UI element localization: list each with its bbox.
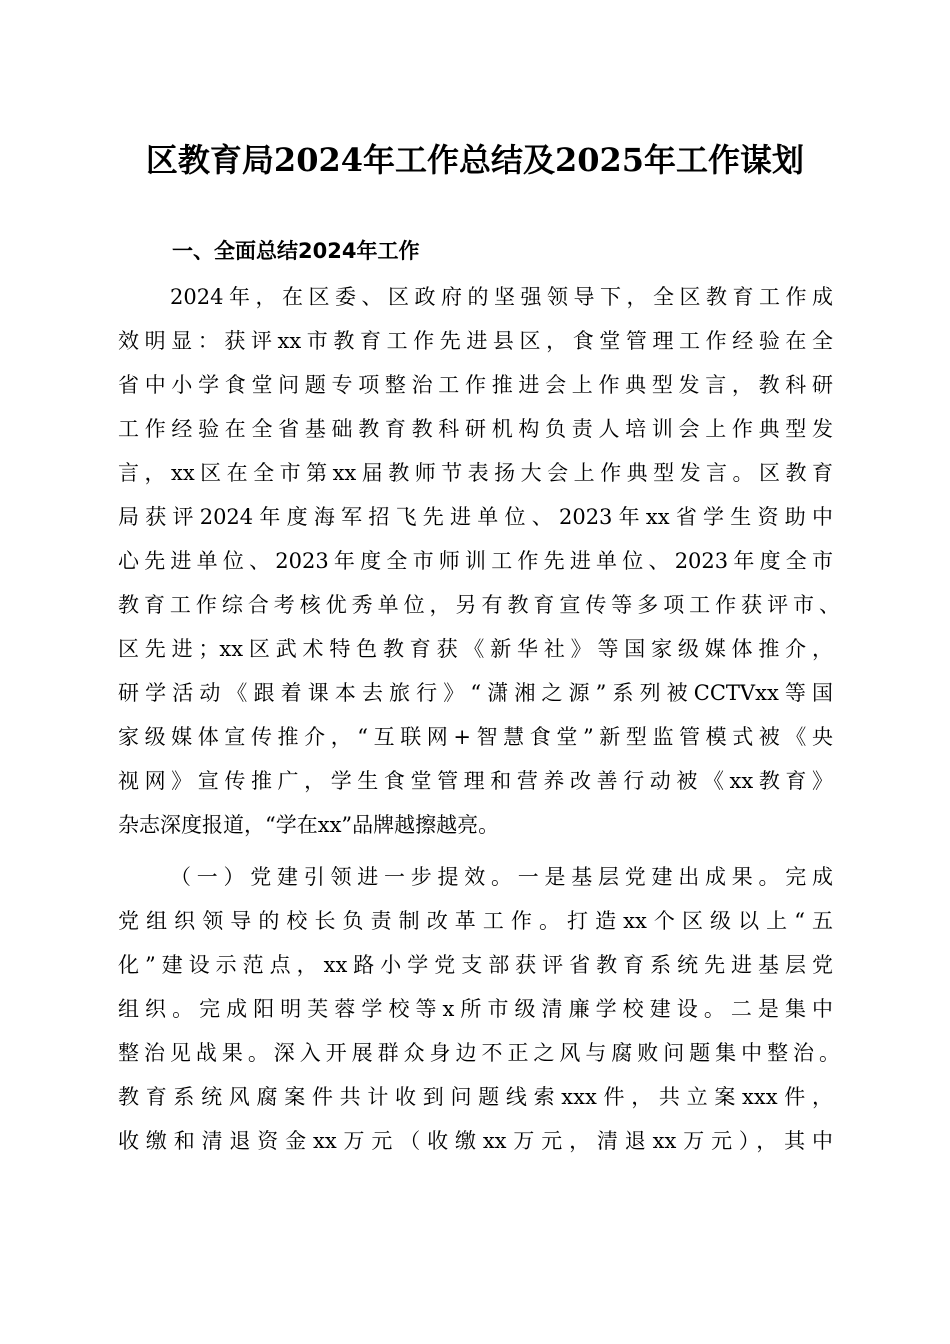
paragraph-line: 收缴和清退资金xx万元（收缴xx万元，清退xx万元），其中 [118, 1129, 833, 1153]
paragraph-line: 化”建设示范点，xx路小学党支部获评省教育系统先进基层党 [118, 953, 833, 977]
document-title: 区教育局2024年工作总结及2025年工作谋划 [145, 141, 805, 179]
paragraph-line: 2024年，在区委、区政府的坚强领导下，全区教育工作成 [170, 285, 833, 309]
paragraph-line: 区先进；xx区武术特色教育获《新华社》等国家级媒体推介， [118, 637, 833, 661]
paragraph-line: 教育工作综合考核优秀单位，另有教育宣传等多项工作获评市、 [118, 593, 840, 617]
paragraph-line: 党组织领导的校长负责制改革工作。打造xx个区级以上“五 [118, 909, 833, 933]
section-heading: 一、全面总结2024年工作 [172, 239, 420, 263]
paragraph-line: 整治见战果。深入开展群众身边不正之风与腐败问题集中整治。 [118, 1041, 840, 1065]
paragraph-line: 视网》宣传推广，学生食堂管理和营养改善行动被《xx教育》 [118, 769, 833, 793]
paragraph-line: 心先进单位、2023年度全市师训工作先进单位、2023年度全市 [118, 549, 833, 573]
paragraph-line: （一）党建引领进一步提效。一是基层党建出成果。完成 [170, 865, 833, 889]
paragraph-line: 研学活动《跟着课本去旅行》“潇湘之源”系列被CCTVxx等国 [118, 681, 833, 705]
paragraph-line: 杂志深度报道，“学在xx”品牌越擦越亮。 [118, 813, 500, 837]
paragraph-line: 组织。完成阳明芙蓉学校等x所市级清廉学校建设。二是集中 [118, 997, 833, 1021]
paragraph-line: 教育系统风腐案件共计收到问题线索xxx件，共立案xxx件， [118, 1085, 833, 1109]
paragraph-line: 工作经验在全省基础教育教科研机构负责人培训会上作典型发 [118, 417, 833, 441]
paragraph-line: 言，xx区在全市第xx届教师节表扬大会上作典型发言。区教育 [118, 461, 833, 485]
paragraph-line: 效明显：获评xx市教育工作先进县区，食堂管理工作经验在全 [118, 329, 833, 353]
paragraph-line: 省中小学食堂问题专项整治工作推进会上作典型发言，教科研 [118, 373, 833, 397]
paragraph-line: 家级媒体宣传推介，“互联网+智慧食堂”新型监管模式被《央 [118, 725, 833, 749]
paragraph-line: 局获评2024年度海军招飞先进单位、2023年xx省学生资助中 [118, 505, 833, 529]
